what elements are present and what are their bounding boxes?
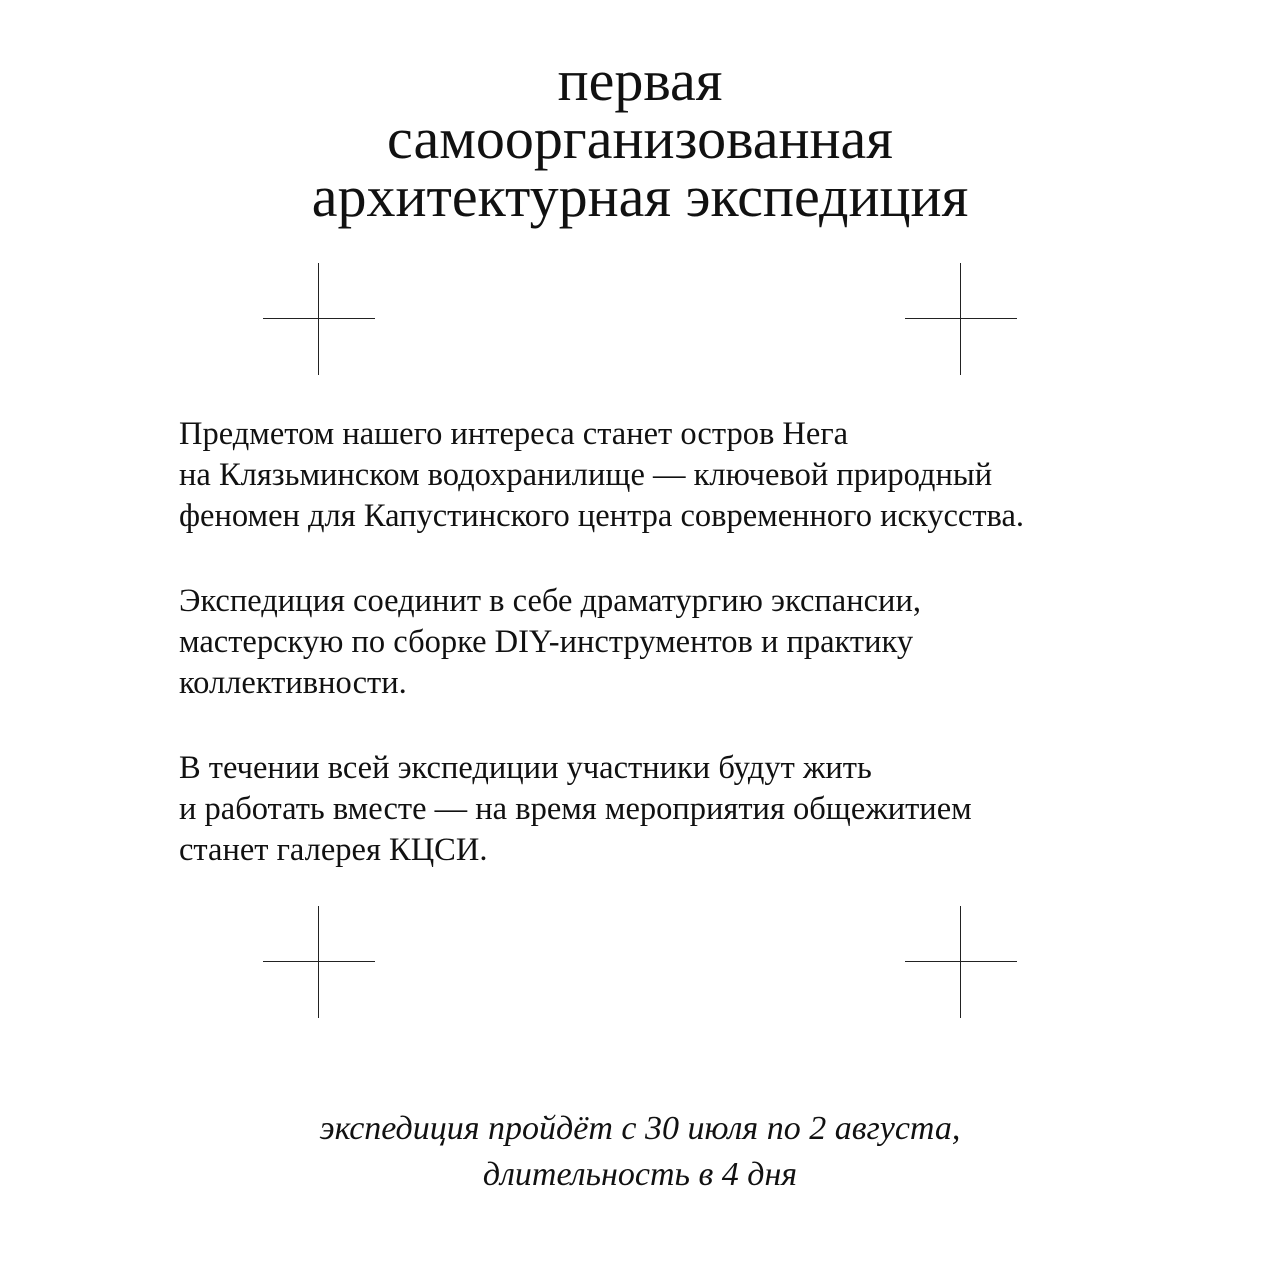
title-line-1: первая	[557, 48, 723, 113]
text-line: феномен для Капустинского центра современного искусства.	[179, 498, 1024, 534]
dates-line: экспедиция пройдёт с 30 июля по 2 августа,	[319, 1110, 961, 1147]
text-line: Предметом нашего интереса станет остров Нега	[179, 416, 849, 452]
text-line: Экспедиция соединит в себе драматургию экспансии,	[179, 583, 921, 619]
crosshair-icon	[905, 263, 1017, 375]
text-line: коллективности.	[179, 665, 407, 701]
paragraph-island	[179, 414, 1179, 537]
crosshair-icon	[263, 906, 375, 1018]
description	[179, 414, 1179, 915]
title-line-2: самоорганизованная	[387, 106, 893, 171]
paragraph-living	[179, 748, 1179, 871]
title-line-3: архитектурная экспедиция	[311, 164, 969, 229]
page-title	[0, 48, 1280, 229]
crosshair-icon	[905, 906, 1017, 1018]
text-line: станет галерея КЦСИ.	[179, 832, 488, 868]
paragraph-program	[179, 581, 1179, 704]
crosshair-icon	[263, 263, 375, 375]
text-line: мастерскую по сборке DIY-инструментов и практику	[179, 624, 914, 660]
dates-note	[0, 1106, 1280, 1198]
text-line: В течении всей экспедиции участники будут жить	[179, 750, 872, 786]
text-line: и работать вместе — на время мероприятия общежитием	[179, 791, 972, 827]
text-line: на Клязьминском водохранилище — ключевой природный	[179, 457, 993, 493]
duration-line: длительность в 4 дня	[482, 1156, 798, 1193]
